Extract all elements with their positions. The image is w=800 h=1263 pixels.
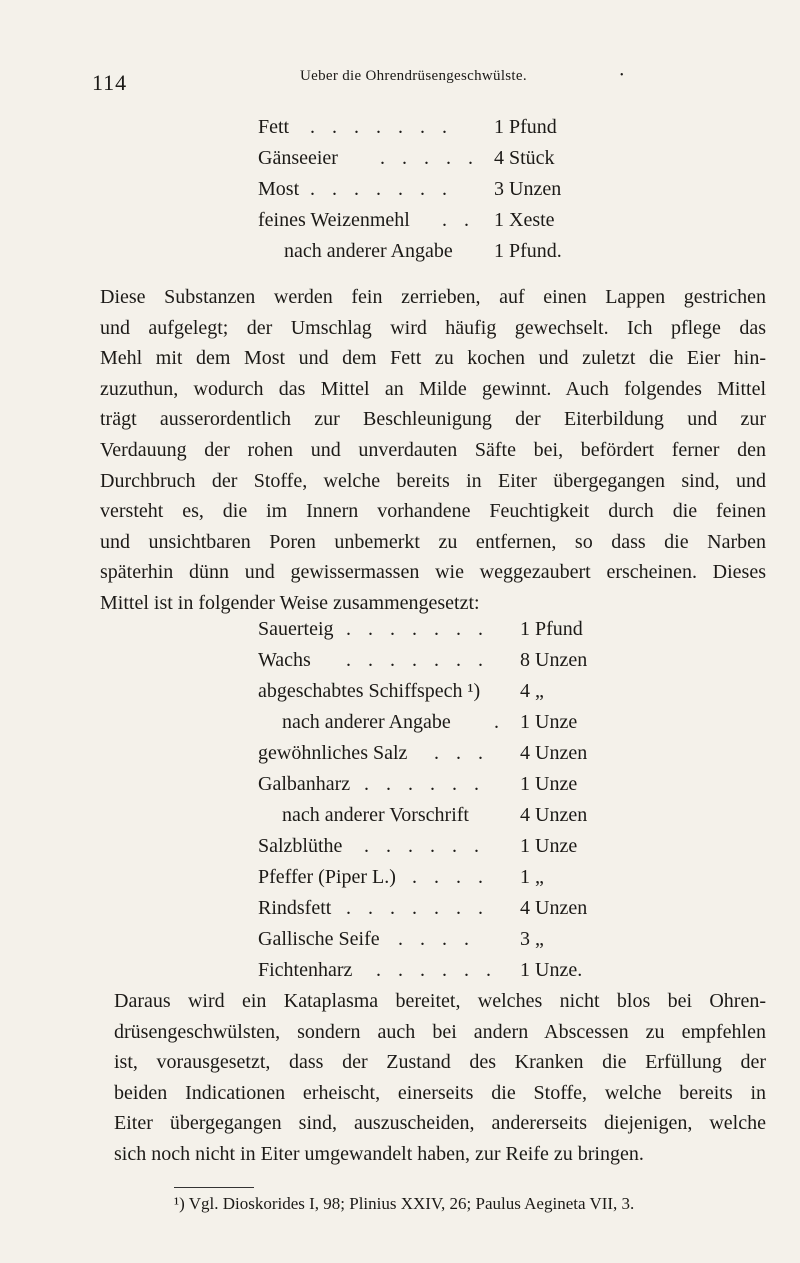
leader-dots: . . .: [434, 742, 489, 764]
ingredient-name: Wachs: [258, 649, 311, 671]
leader-dots: . . . . . . .: [310, 178, 453, 200]
ingredient-name: Fichtenharz: [258, 959, 353, 981]
ingredient-quantity: 4 Unzen: [520, 742, 588, 764]
ingredient-name: feines Weizenmehl: [258, 209, 410, 231]
ingredient-quantity: 3 Unzen: [494, 178, 562, 200]
ingredient-name: abgeschabtes Schiffspech ¹): [258, 680, 481, 702]
ingredient-quantity: 1 Xeste: [494, 209, 555, 231]
ingredient-name: Pfeffer (Piper L.): [258, 866, 396, 888]
leader-dots: . .: [442, 209, 475, 231]
paragraph-2: [114, 986, 766, 1170]
leader-dots: . . . . . . .: [310, 116, 453, 138]
leader-dots: .: [494, 711, 505, 733]
ingredient-name: Galbanharz: [258, 773, 351, 795]
footnote-rule: [174, 1187, 254, 1188]
text-line: Mehl mit dem Most und dem Fett zu kochen und zuletzt die Eier hin-: [100, 347, 766, 370]
ingredient-name: Gallische Seife: [258, 928, 380, 950]
leader-dots: . . . . .: [380, 147, 479, 169]
text-line: drüsengeschwülsten, sondern auch bei andern Abscessen zu empfehlen: [114, 1020, 766, 1043]
text-line: beiden Indicationen erheischt, einerseits die Stoffe, welche bereits in: [114, 1081, 766, 1104]
ingredient-quantity: 1 Pfund: [520, 618, 583, 640]
running-title: Ueber die Ohrendrüsengeschwülste.: [300, 68, 527, 84]
ingredient-quantity: 1 Unze.: [520, 959, 583, 981]
ingredient-quantity: 4 „: [520, 680, 544, 702]
ingredient-name: Gänseeier: [258, 147, 338, 169]
text-line: Mittel ist in folgender Weise zusammengesetzt:: [100, 591, 480, 614]
footnote: ¹) Vgl. Dioskorides I, 98; Plinius XXIV, 26; Paulus Aegineta VII, 3.: [174, 1194, 635, 1213]
ingredient-quantity: 1 Pfund: [494, 116, 557, 138]
text-line: Durchbruch der Stoffe, welche bereits in Eiter übergegangen sind, und: [100, 469, 766, 492]
text-line: ist, vorausgesetzt, dass der Zustand des Kranken die Erfüllung der: [114, 1051, 766, 1074]
text-line: zuzuthun, wodurch das Mittel an Milde gewinnt. Auch folgendes Mittel: [100, 377, 766, 400]
ingredient-quantity: 1 „: [520, 866, 544, 888]
text-line: Daraus wird ein Kataplasma bereitet, welches nicht blos bei Ohren-: [114, 990, 766, 1012]
ingredient-quantity: 1 Unze: [520, 711, 578, 733]
text-line: späterhin dünn und gewissermassen wie weggezaubert erscheinen. Dieses: [100, 561, 766, 584]
ingredient-name: Salzblüthe: [258, 835, 343, 857]
text-line: versteht es, die im Innern vorhandene Feuchtigkeit durch die feinen: [100, 500, 766, 523]
leader-dots: . . . .: [398, 928, 475, 950]
leader-dots: . . . . . . .: [346, 649, 489, 671]
leader-dots: . . . . . .: [376, 959, 497, 981]
ingredient-name: Most: [258, 178, 300, 200]
printer-mark: •: [620, 70, 624, 81]
ingredient-quantity: 3 „: [520, 928, 544, 950]
ingredient-quantity: 1 Unze: [520, 773, 578, 795]
text-line: trägt ausserordentlich zur Beschleunigung der Eiterbildung und zur: [100, 408, 766, 431]
text-line: Diese Substanzen werden fein zerrieben, auf einen Lappen gestrichen: [100, 286, 766, 308]
ingredient-name: Sauerteig: [258, 618, 334, 640]
ingredient-name: nach anderer Vorschrift: [282, 804, 469, 826]
ingredient-name: Fett: [258, 116, 290, 138]
leader-dots: . . . . . .: [364, 773, 485, 795]
leader-dots: . . . .: [412, 866, 489, 888]
leader-dots: . . . . . .: [364, 835, 485, 857]
text-line: und aufgelegt; der Umschlag wird häufig gewechselt. Ich pflege das: [100, 316, 766, 339]
text-line: und unsichtbaren Poren unbemerkt zu entfernen, so dass die Narben: [100, 530, 766, 553]
ingredient-name: gewöhnliches Salz: [258, 742, 408, 764]
ingredient-name: nach anderer Angabe: [282, 711, 451, 733]
text-line: Verdauung der rohen und unverdauten Säfte bei, befördert ferner den: [100, 438, 766, 461]
ingredient-quantity: 8 Unzen: [520, 649, 588, 671]
ingredient-quantity: 4 Unzen: [520, 897, 588, 919]
leader-dots: . . . . . . .: [346, 618, 489, 640]
leader-dots: . . . . . . .: [346, 897, 489, 919]
ingredient-quantity: 1 Pfund.: [494, 240, 562, 262]
page-number: 114: [92, 70, 128, 95]
ingredient-name: nach anderer Angabe: [284, 240, 453, 262]
ingredient-quantity: 4 Unzen: [520, 804, 588, 826]
ingredient-quantity: 4 Stück: [494, 147, 555, 169]
ingredient-name: Rindsfett: [258, 897, 332, 919]
text-line: Eiter übergegangen sind, auszuscheiden, andererseits diejenigen, welche: [114, 1112, 766, 1135]
ingredient-quantity: 1 Unze: [520, 835, 578, 857]
paragraph-1: [100, 282, 766, 619]
text-line: sich noch nicht in Eiter umgewandelt haben, zur Reife zu bringen.: [114, 1142, 644, 1165]
